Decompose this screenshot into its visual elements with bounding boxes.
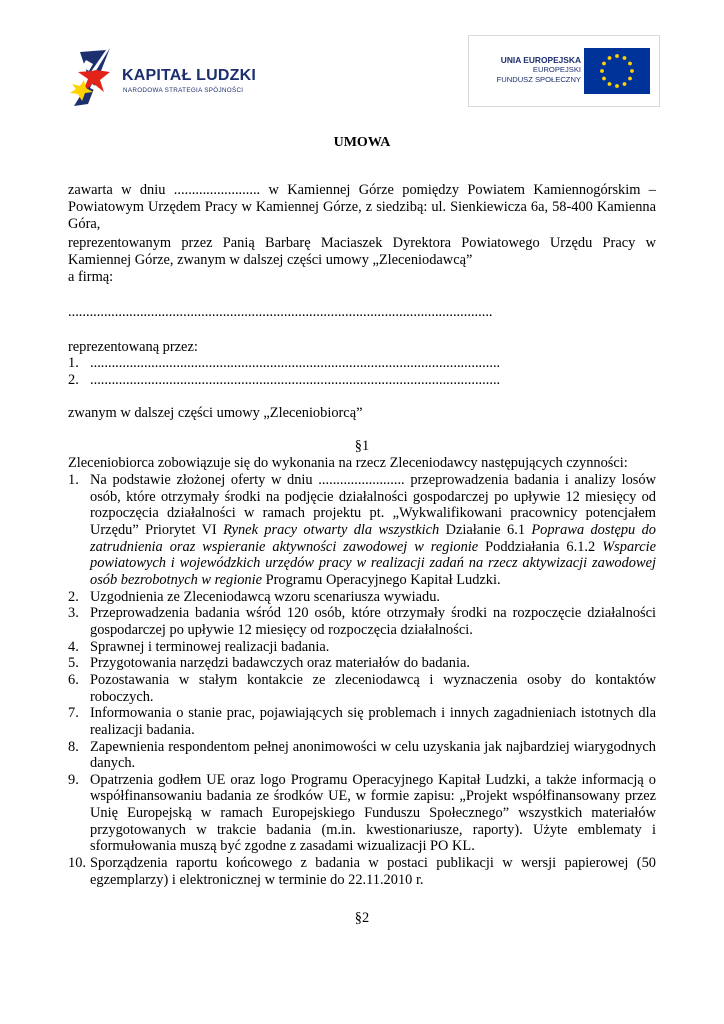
list-item-number: 8. (68, 738, 79, 755)
list-item-number: 10. (68, 855, 86, 872)
submeasure-name: Wsparcie powiatowych i wojewódzkich urzędów pracy w realizacji zadań na rzecz aktywizacji zawodowej osób bezrobotnych w regionie (90, 538, 657, 588)
list-item-text: Sporządzenia raportu końcowego z badania w postaci publikacji w wersji papierowej (50 egzemplarzy) i elektronicznej w terminie do 22.11.2010 r. (90, 855, 656, 888)
section-1-lead: Zleceniobiorca zobowiązuje się do wykonania na rzecz Zleceniodawcy następujących czynności: (68, 455, 628, 471)
eu-logo-line2: EUROPEJSKI (532, 65, 581, 74)
list-item-number: 3. (68, 605, 79, 622)
list-item-text: Uzgodnienia ze Zleceniodawcą wzoru scenariusza wywiadu. (90, 588, 441, 605)
list-item-text: Programu Operacyjnego Kapitał Ludzki. (262, 571, 501, 588)
list-item-number: 9. (68, 771, 79, 788)
list-item-number: 5. (68, 655, 79, 672)
list-item-number: 6. (68, 671, 79, 688)
eu-logo-text (473, 55, 581, 84)
list-item (68, 639, 656, 656)
eu-logo-line1: UNIA EUROPEJSKA (500, 55, 581, 65)
list-item-text: Informowania o stanie prac, pojawiających się problemach i innych zagadnieniach istotnych dla realizacji badania. (90, 705, 656, 738)
company-name-blank: ...................................................................................................................... (68, 304, 493, 320)
logo-subtitle: NARODOWA STRATEGIA SPÓJNOŚCI (123, 87, 244, 94)
representative-1 (68, 355, 500, 372)
contractor-definition: zwanym w dalszej części umowy „Zleceniobiorcą” (68, 405, 363, 421)
eu-logo-line3: FUNDUSZ SPOŁECZNY (496, 74, 581, 84)
list-item-text: Sprawnej i terminowej realizacji badania. (90, 638, 330, 655)
eu-efs-logo (468, 35, 660, 107)
list-item (68, 705, 656, 738)
list-item (68, 772, 656, 855)
list-item (68, 739, 656, 772)
list-item-number: 1. (68, 472, 79, 488)
list-item-text: Pozostawania w stałym kontakcie ze zleceniodawcą i wyznaczenia osoby do kontaktów roboczych. (90, 671, 656, 705)
representative-1-blank: .................................................................................................................. (90, 355, 501, 371)
list-item (68, 672, 656, 705)
logo-title: KAPITAŁ LUDZKI (122, 67, 257, 84)
list-item-text: Opatrzenia godłem UE oraz logo Programu Operacyjnego Kapitał Ludzki, a także informacją o współfinansowaniu badania ze środków UE, w formie zapisu: „Projekt współfinansowany przez Unię Europejską w ramach Europejskiego Funduszu Społecznego” wszystkich materiałów przygotowanych w trakcie badania (m.in. kwestionariusze, raporty). Użyte emblematy i sformułowania muszą być zgodne z zasadami wizualizacji PO KL. (90, 771, 656, 855)
priority-name: Rynek pracy otwarty dla wszystkich (223, 521, 440, 538)
kapital-ludzki-logo (66, 44, 266, 114)
representative-1-number: 1. (68, 355, 79, 371)
list-item-text: Przygotowania narzędzi badawczych oraz materiałów do badania. (90, 655, 470, 672)
document-title: UMOWA (333, 135, 391, 150)
list-item (68, 605, 656, 638)
intro-paragraph-1: zawarta w dniu ........................ w Kamiennej Górze pomiędzy Powiatem Kamiennogórskim – Powiatowym Urzędem Pracy w Kamiennej Górze, z siedzibą: ul. Sienkiewicza 6a, 58-400 Kamienna Góra, (68, 182, 656, 233)
measure-name: Poprawa dostępu do zatrudnienia oraz wspieranie aktywności zawodowej w regionie (90, 521, 656, 555)
list-item-text: Zapewnienia respondentom pełnej anonimowości w celu uzyskania jak najbardziej wiarygodnych danych. (90, 738, 656, 772)
list-item-text: Na podstawie złożonej oferty w dniu ........................ przeprowadzenia badania i analizy losów osób, które otrzymały środki na podjęcie działalności gospodarczej po upływie 12 miesięcy od rozpoczęcia działalności w ramach projektu pt. „Wykwalifikowani pracownicy potencjałem Urzędu” Priorytet VI (90, 472, 656, 538)
representative-2 (68, 372, 500, 389)
eu-flag-icon (584, 48, 650, 94)
intro-paragraph-2: reprezentowanym przez Panią Barbarę Maciaszek Dyrektora Powiatowego Urzędu Pracy w Kamiennej Górze, zwanym w dalszej części umowy „Zleceniodawcą” (68, 235, 656, 269)
list-item-number: 7. (68, 705, 79, 722)
list-item (68, 655, 656, 672)
obligations-list (68, 472, 656, 888)
section-1-heading: §1 (354, 438, 370, 454)
list-item (68, 472, 656, 589)
representative-2-blank: .................................................................................................................. (90, 372, 501, 388)
represented-by-label: reprezentowaną przez: (68, 339, 198, 355)
kapital-ludzki-emblem-icon (66, 46, 118, 108)
list-item (68, 855, 656, 888)
list-item-number: 4. (68, 638, 79, 655)
representative-2-number: 2. (68, 372, 79, 388)
list-item-text: Przeprowadzenia badania wśród 120 osób, które otrzymały środki na rozpoczęcie działalności gospodarczej po upływie 12 miesięcy od rozpoczęcia działalności. (90, 605, 656, 638)
list-item-text: Poddziałania 6.1.2 (478, 538, 603, 555)
list-item-text: Działanie 6.1 (439, 521, 532, 538)
intro-paragraph-3: a firmą: (68, 269, 114, 285)
list-item (68, 589, 656, 606)
section-2-heading: §2 (354, 910, 370, 926)
list-item-number: 2. (68, 588, 79, 605)
